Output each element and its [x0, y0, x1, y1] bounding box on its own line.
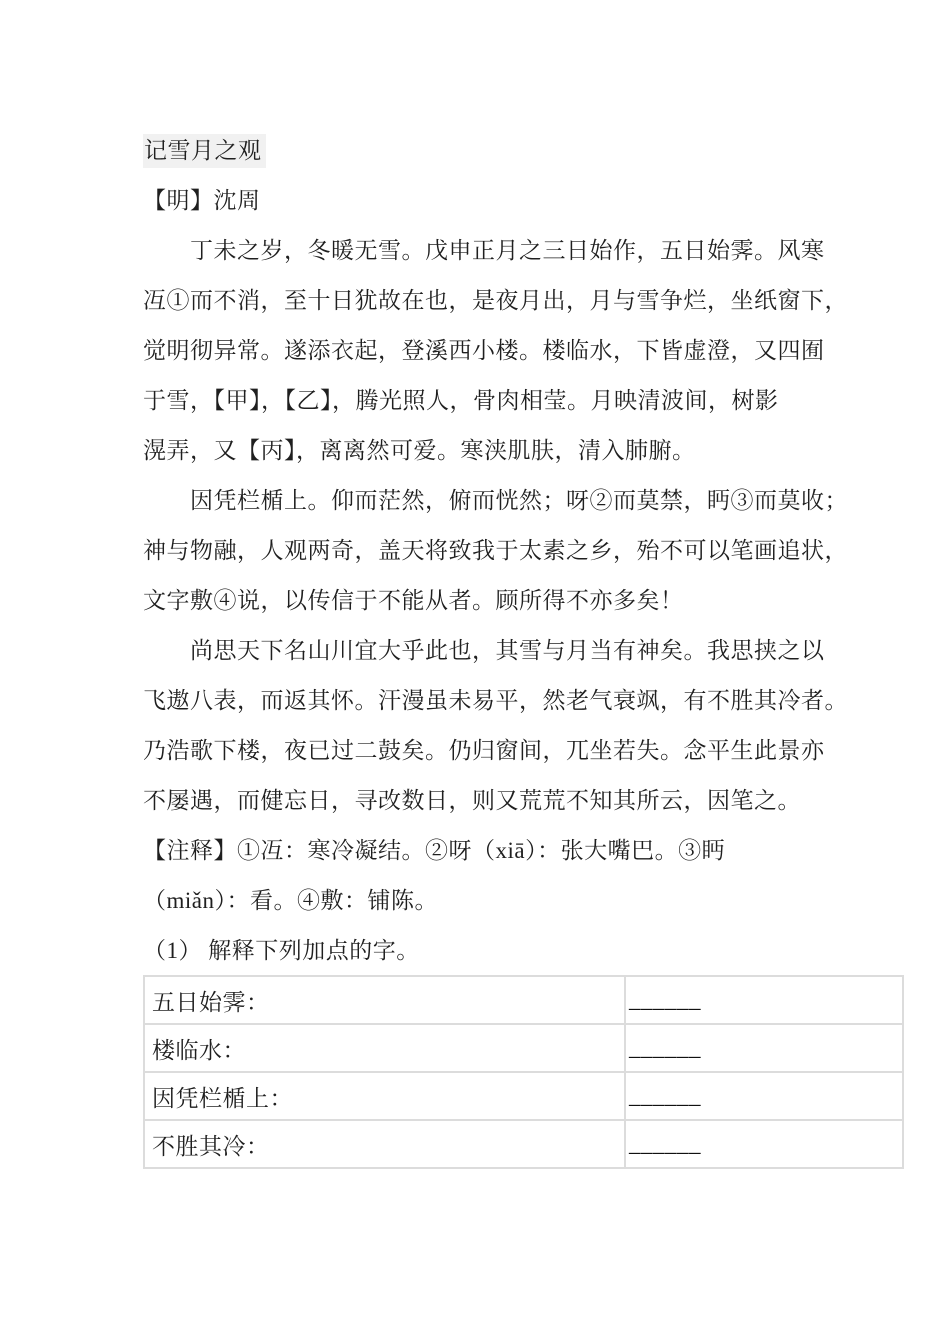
- body-line: 因凭栏楯上。仰而茫然，俯而恍然；呀②而莫禁，眄③而莫收；: [143, 488, 848, 513]
- document-title-line: [143, 126, 873, 176]
- note-line: （miǎn）：看。④敷：铺陈。: [143, 888, 438, 913]
- body-line: 于雪，【甲】，【乙】，腾光照人，骨肉相莹。月映清波间，树影: [143, 388, 779, 413]
- fill-in-table: [143, 975, 904, 1169]
- body-line: 滉弄，又【丙】，离离然可爱。寒浃肌肤，清入肺腑。: [143, 438, 696, 463]
- body-line: 丁未之岁，冬暖无雪。戊申正月之三日始作，五日始霁。风寒: [143, 238, 825, 263]
- body-line: 尚思天下名山川宜大乎此也，其雪与月当有神矣。我思挟之以: [143, 638, 825, 663]
- document-title: 记雪月之观: [143, 134, 266, 168]
- body-line: 觉明彻异常。遂添衣起，登溪西小楼。楼临水，下皆虚澄，又四囿: [143, 338, 825, 363]
- table-row: [144, 1072, 903, 1120]
- note-line: 【注释】①冱：寒冷凝结。②呀（xiā）：张大嘴巴。③眄: [143, 838, 726, 863]
- table-row: [144, 1024, 903, 1072]
- table-row-label: 不胜其冷：: [144, 1120, 625, 1168]
- table-row-label: 楼临水：: [144, 1024, 625, 1072]
- body-line: 不屡遇，而健忘日，寻改数日，则又荒荒不知其所云，因笔之。: [143, 788, 801, 813]
- answer-blank[interactable]: ______: [625, 1024, 903, 1072]
- body-line: 乃浩歌下楼，夜已过二鼓矣。仍归窗间，兀坐若失。念平生此景亦: [143, 738, 825, 763]
- body-line: 神与物融，人观两奇，盖天将致我于太素之乡，殆不可以笔画追状，: [143, 538, 848, 563]
- answer-blank[interactable]: ______: [625, 1120, 903, 1168]
- table-row: [144, 1120, 903, 1168]
- answer-blank[interactable]: ______: [625, 1072, 903, 1120]
- table-row-label: 五日始霁：: [144, 976, 625, 1024]
- body-line: 文字敷④说，以传信于不能从者。顾所得不亦多矣！: [143, 588, 684, 613]
- document-text-block: [143, 126, 873, 976]
- answer-blank[interactable]: ______: [625, 976, 903, 1024]
- body-line: 飞遨八表，而返其怀。汗漫虽未易平，然老气衰飒，有不胜其冷者。: [143, 688, 848, 713]
- table-row-label: 因凭栏楯上：: [144, 1072, 625, 1120]
- question-line: （1） 解释下列加点的字。: [143, 938, 420, 963]
- table-row: [144, 976, 903, 1024]
- body-line: 冱①而不消，至十日犹故在也，是夜月出，月与雪争烂，坐纸窗下，: [143, 288, 848, 313]
- document-author: 【明】沈周: [143, 188, 261, 213]
